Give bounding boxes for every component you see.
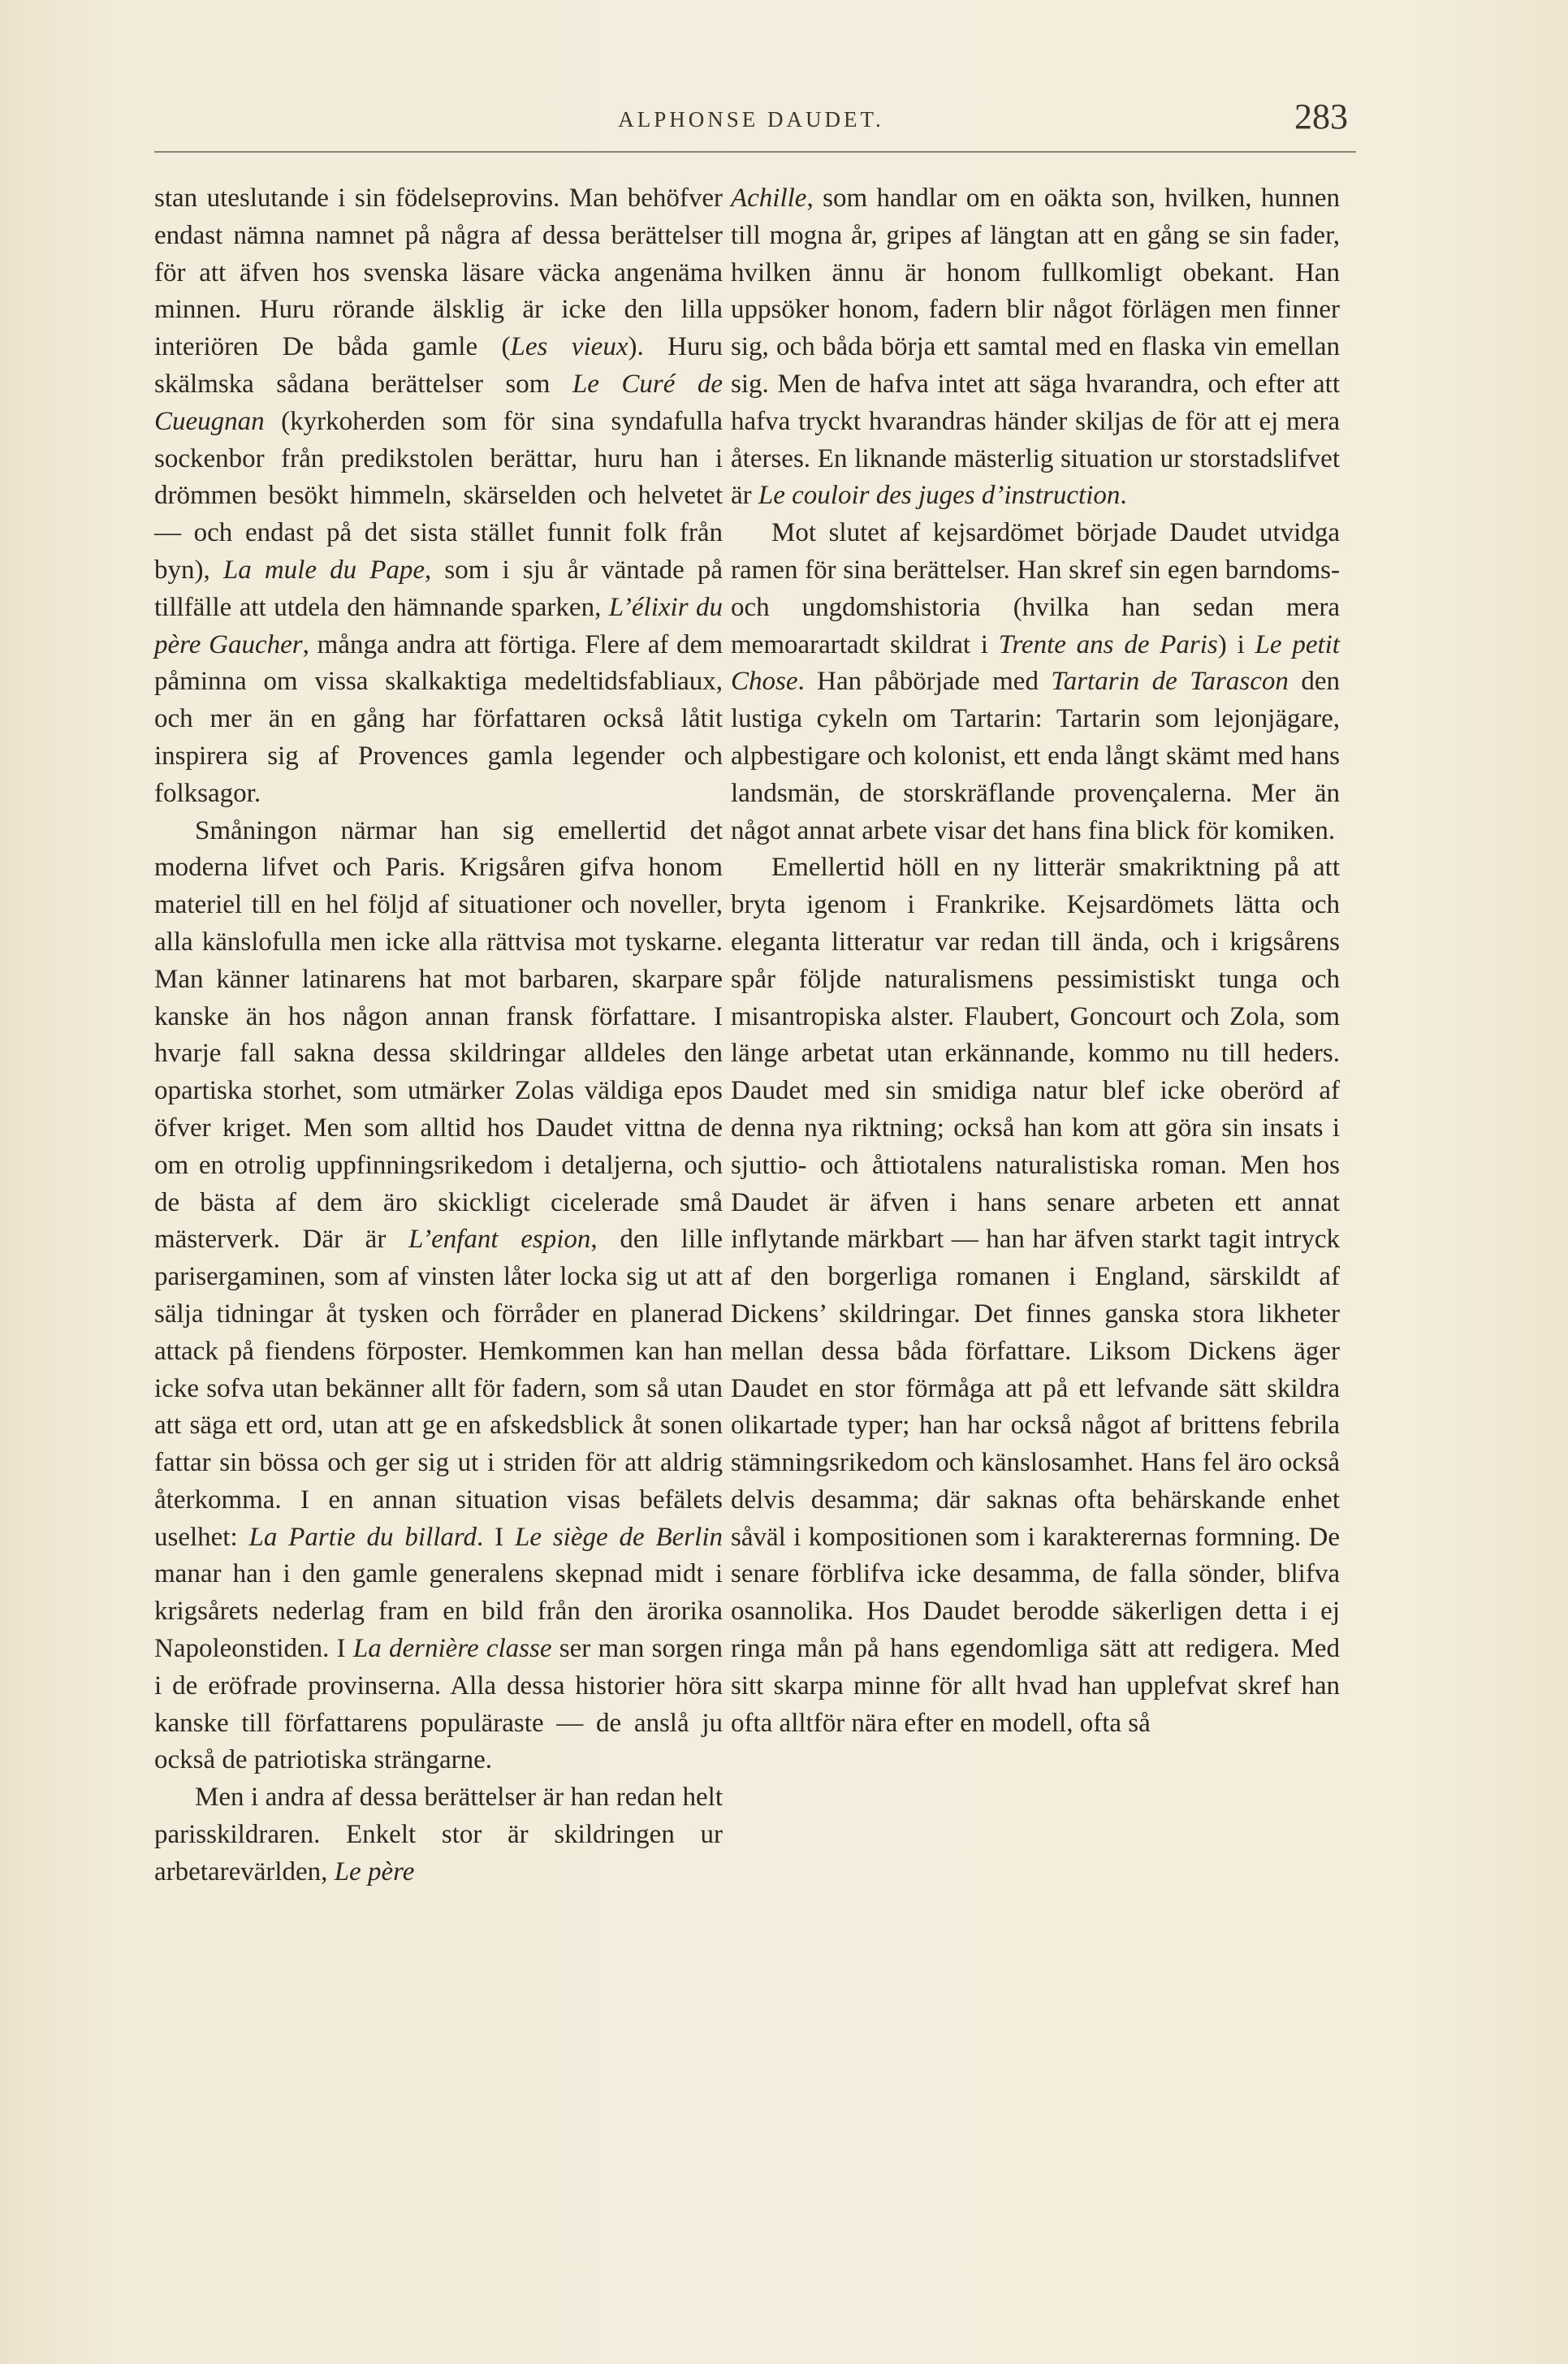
text-run: , många andra att förtiga. Flere af dem påminna om vissa skalkaktiga medeltidsfabliaux, och mer än en gång har författaren också låtit inspirera sig af Provences gamla legender och folksagor.: [154, 629, 723, 808]
paragraph: [154, 813, 723, 1780]
left-column: [154, 180, 723, 1891]
italic-title: La Partie du billard: [248, 1522, 477, 1552]
italic-title: Le Curé de Cueugnan: [154, 369, 723, 436]
italic-title: Trente ans de Paris: [998, 629, 1218, 659]
italic-title: La dernière classe: [352, 1634, 552, 1664]
italic-title: Le couloir des juges d’instruction: [758, 481, 1121, 511]
text-run: Emellertid höll en ny litterär smakriktning på att bryta igenom i Frankrike. Kejsardömets lätta och eleganta litteratur var redan till ända, och i krigsårens spår följde naturalismens pessimistiskt tunga och misantropiska alster. Flaubert, Goncourt och Zola, som länge arbetat utan erkännande, kommo nu till heders. Daudet med sin smidiga natur blef icke oberörd af denna nya riktning; också han kom att göra sin insats i sjuttio- och åttiotalens naturalistiska roman. Men hos Daudet är äfven i hans senare arbeten ett annat inflytande märkbart — han har äfven starkt tagit intryck af den borgerliga romanen i England, särskildt af Dickens’ skildringar. Det finnes ganska stora likheter mellan dessa båda författare. Liksom Dickens äger Daudet en stor förmåga att på ett lefvande sätt skildra olikartade typer; han har också något af brittens febrila stämningsrikedom och känslosamhet. Hans fel äro också delvis desamma; där saknas ofta behärskande enhet såväl i kompositionen som i karakterernas formning. De senare förblifva icke desamma, de falla sönder, blifva osannolika. Hos Daudet berodde säkerligen detta i ej ringa mån på hans egendomliga sätt att redigera. Med sitt skarpa minne för allt hvad han upplefvat skref han ofta alltför nära efter en modell, ofta så: [731, 853, 1340, 1738]
text-run: ). Huru skälmska sådana berättelser som: [154, 332, 723, 399]
right-column: [731, 180, 1340, 1742]
header-rule: [154, 151, 1356, 153]
italic-title: L’élixir du père Gaucher: [154, 592, 723, 659]
italic-title: L’enfant espion: [408, 1225, 591, 1255]
text-run: Men i andra af dessa berättelser är han redan helt parisskildraren. Enkelt stor är skildringen ur arbetarevärlden,: [154, 1783, 723, 1886]
paragraph: [154, 1779, 723, 1891]
italic-title: Le petit Chose: [731, 629, 1340, 697]
running-head: ALPHONSE DAUDET.: [618, 107, 884, 132]
text-run: manar han i den gamle generalens skepnad midt i krigsårets nederlag fram en bild från den ärorika Napoleonstiden. I: [154, 1559, 723, 1664]
text-run: Mot slutet af kejsardömet började Daudet utvidga ramen för sina berättelser. Han skref sin egen barndoms- och ungdomshistoria (hvilka han sedan mera memoarartadt skildrat i: [731, 518, 1340, 659]
italic-title: Les vieux: [510, 332, 628, 362]
paragraph: [731, 849, 1340, 1742]
text-run: , den lille parisergaminen, som af vinsten låter locka sig ut att sälja tidningar åt tysken och förråder en planerad attack på fiendens förposter. Hemkommen kan han icke sofva utan bekänner allt för fadern, som så utan att säga ett ord, utan att ge en afskedsblick åt sonen fattar sin bössa och ger sig ut i striden för att aldrig återkomma. I en annan situation visas befälets uselhet:: [154, 1225, 723, 1552]
text-run: Småningon närmar han sig emellertid det moderna lifvet och Paris. Krigsåren gifva honom materiel till en hel följd af situationer och noveller, alla känslofulla men icke alla rättvisa mot tyskarne. Man känner latinarens hat mot barbaren, skarpare kanske än hos någon annan fransk författare. I hvarje fall sakna dessa skildringar alldeles den opartiska storhet, som utmärker Zolas väldiga epos öfver kriget. Men som alltid hos Daudet vittna de om en otrolig uppfinningsrikedom i detaljerna, och de bästa af dem äro skickligt ciceleradе små mästerverk. Där är: [154, 815, 723, 1255]
text-run: stan uteslutande i sin födelseprovins. Man behöfver endast nämna namnet på några af dessa berättelser för att äfven hos svenska läsare väcka angenäma minnen. Huru rörande älsklig är icke den lilla interiören De båda gamle (: [154, 184, 723, 362]
text-run: ) i: [1217, 629, 1255, 659]
paragraph: [731, 180, 1340, 515]
text-run: ser man sorgen i de eröfrade provinserna. Alla dessa historier höra kanske till författarens populäraste — de anslå ju också de patriotiska strängarne.: [154, 1634, 723, 1775]
page-number: 283: [1294, 97, 1348, 136]
paragraph: [154, 180, 723, 813]
page-header: [154, 96, 1348, 145]
text-run: .: [1120, 481, 1127, 511]
text-run: . I: [477, 1522, 515, 1552]
italic-title: La mule du Pape: [222, 555, 425, 585]
text-run: . Han påbörjade med: [797, 667, 1052, 697]
italic-title: Le père: [334, 1856, 415, 1886]
text-run: , som i sju år väntade på tillfälle att utdela den hämnande sparken,: [154, 555, 723, 622]
text-run: den lustiga cykeln om Tartarin: Tartarin som lejonjägare, alpbestigare och kolonist, ett enda långt skämt med hans landsmän, de storskräflande provençalerna. Mer än något annat arbete visar det hans fina blick för komiken.: [731, 667, 1340, 845]
italic-title: Achille: [731, 184, 807, 213]
text-run: (kyrkoherden som för sina syndafulla sockenbor från predikstolen berättar, huru han i drömmen besökt himmeln, skärselden och helvetet — och endast på det sista stället funnit folk från byn),: [154, 406, 723, 585]
paragraph: [731, 515, 1340, 849]
text-run: , som handlar om en oäkta son, hvilken, hunnen till mogna år, gripes af längtan att en gång se sin fader, hvilken ännu är honom fullkomligt obekant. Han uppsöker honom, fadern blir något förlägen men finner sig, och båda börja ett samtal med en flaska vin emellan sig. Men de hafva intet att säga hvarandra, och efter att hafva tryckt hvarandras händer skiljas de för att ej mera återses. En liknande mästerlig situation ur storstadslifvet är: [731, 184, 1340, 511]
italic-title: Le siège de Berlin: [514, 1522, 723, 1552]
italic-title: Tartarin de Tarascon: [1051, 667, 1289, 697]
